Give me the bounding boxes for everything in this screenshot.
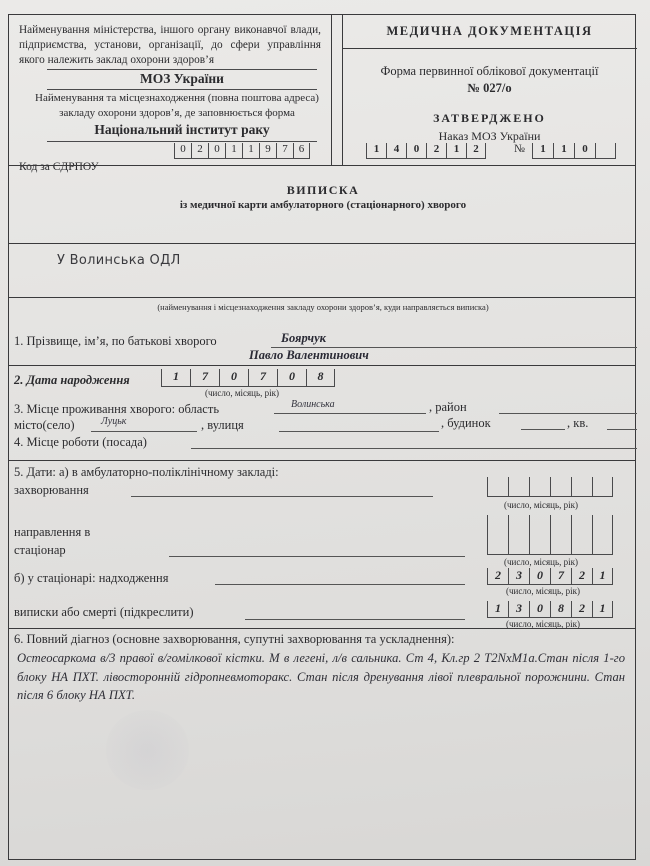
digit-cell: 0: [529, 601, 550, 617]
patient-name-label: 1. Прізвище, ім’я, по батькові хворого: [14, 334, 217, 348]
document-subtitle: із медичної карти амбулаторного (стаціонарного) хворого: [179, 199, 467, 211]
digit-cell: 4: [386, 143, 406, 158]
residence-label: 3. Місце проживання хворого: область: [14, 402, 220, 416]
diagnosis-text: Остеосаркома в/3 правої в/гомілкової кістки. М в легені, л/в сальника. Ст 4, Кл.гр 2 T2NxM1a.Стан після 1-го блоку НА ПХТ. лівосторонній гідропневмоторакс. Стан після дренування лівої плевральної порожнини. Стан після 6 блоку НА ПХТ.: [17, 651, 625, 702]
header-left-block: [9, 15, 331, 173]
form-name: [342, 63, 637, 97]
illness-date-caption: (число, місяць, рік): [504, 500, 578, 510]
field-underline: [245, 619, 465, 620]
illness-label: захворювання: [14, 483, 89, 497]
field-underline: [607, 429, 637, 430]
digit-cell: [571, 477, 592, 496]
digit-cell: 2: [191, 143, 208, 158]
institution-name: Національний інститут раку: [94, 122, 270, 137]
approved-heading: ЗАТВЕРДЖЕНО: [433, 111, 546, 125]
digit-cell: 2: [487, 568, 508, 584]
edrpou-label: Код за ЄДРПОУ: [19, 161, 99, 173]
digit-cell: 7: [248, 369, 277, 386]
divider: [9, 165, 635, 166]
order-text: Наказ МОЗ України: [438, 129, 541, 143]
edrpou-code-cells: [174, 143, 310, 159]
referral-label-line1: направлення в: [14, 525, 91, 539]
digit-cell: 8: [550, 601, 571, 617]
digit-cell: 0: [406, 143, 426, 158]
digit-cell: 3: [508, 601, 529, 617]
referral-date-caption: (число, місяць, рік): [504, 557, 578, 567]
ministry-name: МОЗ України: [140, 71, 224, 86]
digit-cell: [508, 477, 529, 496]
ministry-caption: Найменування міністерства, іншого органу виконавчої влади, підприємства, установи, організації, до сфери управління якого належить заклад охорони здоров’я: [19, 24, 321, 66]
digit-cell: 0: [574, 143, 595, 158]
city-label: місто(село): [14, 418, 75, 432]
digit-cell: 6: [293, 143, 310, 158]
order-date-cells: [366, 143, 486, 159]
digit-cell: [592, 515, 613, 554]
divider: [9, 460, 635, 461]
dates-label: 5. Дати: а) в амбулаторно-поліклінічному закладі:: [14, 465, 279, 479]
workplace-label: 4. Місце роботи (посада): [14, 435, 147, 449]
digit-cell: 1: [366, 143, 386, 158]
field-underline: [499, 413, 637, 414]
admission-date-cells: [487, 568, 613, 585]
city-value: Луцьк: [101, 416, 127, 427]
digit-cell: 7: [276, 143, 293, 158]
dob-caption: (число, місяць, рік): [205, 388, 279, 398]
order-number-cells: [532, 143, 616, 159]
referral-label-line2: стаціонар: [14, 543, 66, 557]
divider: [342, 48, 637, 49]
digit-cell: 1: [592, 601, 613, 617]
admission-date-caption: (число, місяць, рік): [506, 586, 580, 596]
dob-label: 2. Дата народження: [14, 373, 130, 387]
digit-cell: 0: [529, 568, 550, 584]
street-label: , вулиця: [201, 418, 244, 432]
digit-cell: [529, 477, 550, 496]
form-name-text: Форма первинної облікової документації: [380, 64, 599, 78]
digit-cell: 0: [208, 143, 225, 158]
referral-date-cells: [487, 515, 613, 555]
digit-cell: 1: [161, 369, 190, 386]
discharge-date-caption: (число, місяць, рік): [506, 619, 580, 629]
digit-cell: [571, 515, 592, 554]
region-value: Волинська: [291, 399, 335, 410]
diagnosis-label: 6. Повний діагноз (основне захворювання, супутні захворювання та ускладнення):: [14, 632, 455, 646]
dob-cells: [161, 369, 335, 387]
field-underline: [279, 431, 439, 432]
digit-cell: 0: [174, 143, 191, 158]
institution-caption: Найменування та місцезнаходження (повна поштова адреса) закладу охорони здоров’я, де заповнюється форма: [35, 92, 319, 119]
form-027-o: [8, 14, 636, 860]
header-right-block: [342, 15, 637, 165]
destination-value: У Волинська ОДЛ: [57, 253, 181, 268]
digit-cell: [487, 477, 508, 496]
divider: [47, 69, 317, 70]
digit-cell: 1: [446, 143, 466, 158]
document-title: ВИПИСКА: [286, 183, 360, 197]
admission-label: б) у стаціонарі: надходження: [14, 571, 169, 585]
illness-date-cells: [487, 477, 613, 497]
digit-cell: 1: [242, 143, 259, 158]
digit-cell: 2: [571, 568, 592, 584]
digit-cell: 3: [508, 568, 529, 584]
digit-cell: 7: [550, 568, 571, 584]
field-underline: [169, 556, 465, 557]
digit-cell: [595, 143, 616, 158]
divider: [9, 297, 635, 298]
digit-cell: 1: [553, 143, 574, 158]
discharge-label: виписки або смерті (підкреслити): [14, 605, 194, 619]
digit-cell: 1: [592, 568, 613, 584]
digit-cell: 9: [259, 143, 276, 158]
digit-cell: [592, 477, 613, 496]
digit-cell: [550, 477, 571, 496]
digit-cell: 0: [219, 369, 248, 386]
apartment-label: , кв.: [567, 416, 589, 430]
divider: [47, 89, 317, 90]
field-underline: [521, 429, 565, 430]
divider: [9, 243, 635, 244]
digit-cell: 8: [306, 369, 335, 386]
district-label: , район: [429, 400, 467, 414]
patient-given-names: Павло Валентинович: [249, 348, 369, 362]
digit-cell: 1: [532, 143, 553, 158]
divider: [9, 365, 635, 366]
field-underline: [215, 584, 465, 585]
digit-cell: 2: [426, 143, 446, 158]
digit-cell: [508, 515, 529, 554]
patient-surname: Боярчук: [281, 331, 326, 345]
digit-cell: 0: [277, 369, 306, 386]
digit-cell: [550, 515, 571, 554]
digit-cell: [487, 515, 508, 554]
digit-cell: 2: [466, 143, 486, 158]
destination-caption: (найменування і місцезнаходження закладу охорони здоров’я, куди направляється виписка): [157, 302, 489, 312]
form-number: № 027/о: [467, 81, 512, 95]
number-sign: №: [514, 143, 525, 155]
medical-documentation-heading: МЕДИЧНА ДОКУМЕНТАЦІЯ: [386, 24, 593, 38]
house-label: , будинок: [441, 416, 491, 430]
divider: [331, 15, 332, 165]
digit-cell: [529, 515, 550, 554]
discharge-date-cells: [487, 601, 613, 618]
digit-cell: 7: [190, 369, 219, 386]
digit-cell: 1: [487, 601, 508, 617]
field-underline: [131, 496, 433, 497]
digit-cell: 2: [571, 601, 592, 617]
field-underline: [191, 448, 637, 449]
divider: [9, 628, 635, 629]
field-underline: [274, 413, 426, 414]
field-underline: [91, 431, 197, 432]
digit-cell: 1: [225, 143, 242, 158]
divider: [47, 141, 317, 142]
